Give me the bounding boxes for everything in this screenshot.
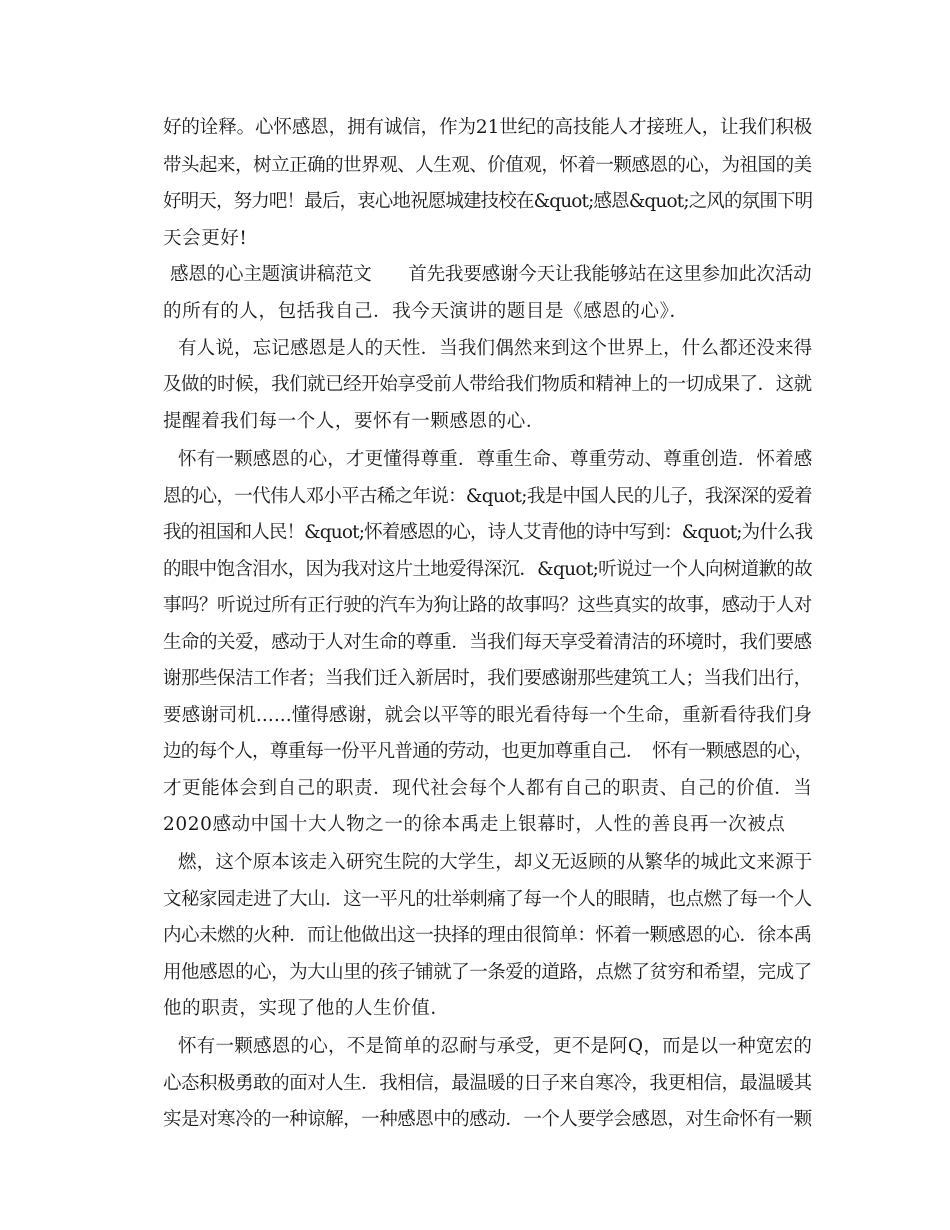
text-line: 提醒着我们每一个人，要怀有一颗感恩的心． [163, 411, 546, 432]
text-line: 谢那些保洁工作者；当我们迁入新居时，我们要感谢那些建筑工人；当我们出行， [163, 668, 812, 689]
text-line: 才更能体会到自己的职责．现代社会每个人都有自己的职责、自己的价值．当 [163, 778, 813, 799]
text-line: 有人说，忘记感恩是人的天性．当我们偶然来到这个世界上，什么都还没来得 [178, 338, 813, 359]
text-line: 要感谢司机......懂得感谢，就会以平等的眼光看待每一个生命，重新看待我们身 [163, 705, 813, 726]
text-line: 带头起来，树立正确的世界观、人生观、价值观，怀着一颗感恩的心，为祖国的美 [163, 155, 812, 176]
text-line: 2020感动中国十大人物之一的徐本禹走上银幕时，人性的善良再一次被点 [163, 814, 786, 835]
text-line: 及做的时候，我们就已经开始享受前人带给我们物质和精神上的一切成果了．这就 [163, 374, 812, 395]
text-line: 他的职责，实现了他的人生价值． [163, 998, 450, 1019]
text-line: 心态积极勇敢的面对人生．我相信，最温暖的日子来自寒冷，我更相信，最温暖其 [163, 1073, 812, 1094]
text-line: 好的诠释。心怀感恩，拥有诚信，作为21世纪的高技能人才接班人，让我们积极 [163, 117, 813, 138]
text-line: 好明天，努力吧！最后，衷心地祝愿城建技校在&quot;感恩&quot;之风的氛围下明 [163, 191, 813, 212]
text-line: 天会更好! [163, 228, 248, 249]
text-line: 怀有一颗感恩的心，不是简单的忍耐与承受，更不是阿Q，而是以一种宽宏的 [178, 1036, 813, 1057]
text-line: 怀有一颗感恩的心，才更懂得尊重．尊重生命、尊重劳动、尊重创造．怀着感 [178, 449, 813, 470]
text-line: 文秘家园走进了大山．这一平凡的壮举刺痛了每一个人的眼睛，也点燃了每一个人 [163, 889, 812, 910]
text-line: 边的每个人，尊重每一份平凡普通的劳动，也更加尊重自己． 怀有一颗感恩的心， [163, 741, 813, 762]
text-line: 我的祖国和人民！&quot;怀着感恩的心，诗人艾青他的诗中写到：&quot;为什么我 [163, 522, 813, 543]
text-line: 实是对寒冷的一种谅解，一种感恩中的感动．一个人要学会感恩，对生命怀有一颗 [163, 1109, 812, 1130]
text-line: 的所有的人，包括我自己．我今天演讲的题目是《感恩的心》． [163, 301, 689, 322]
text-line: 内心未燃的火种．而让他做出这一抉择的理由很简单：怀着一颗感恩的心．徐本禹 [163, 925, 812, 946]
text-line: 生命的关爱，感动于人对生命的尊重．当我们每天享受着清洁的环境时，我们要感 [163, 632, 812, 653]
text-line: 感恩的心主题演讲稿范文 首先我要感谢今天让我能够站在这里参加此次活动 [170, 264, 812, 285]
text-line: 的眼中饱含泪水，因为我对这片土地爱得深沉．&quot;听说过一个人向树道歉的故 [163, 559, 812, 580]
text-line: 燃，这个原本该走入研究生院的大学生，却义无返顾的从繁华的城此文来源于 [178, 852, 813, 873]
text-line: 事吗？听说过所有正行驶的汽车为狗让路的故事吗？这些真实的故事，感动于人对 [163, 595, 812, 616]
text-line: 恩的心，一代伟人邓小平古稀之年说：&quot;我是中国人民的儿子，我深深的爱着 [163, 486, 812, 507]
text-line: 用他感恩的心，为大山里的孩子铺就了一条爱的道路，点燃了贫穷和希望，完成了 [163, 962, 812, 983]
